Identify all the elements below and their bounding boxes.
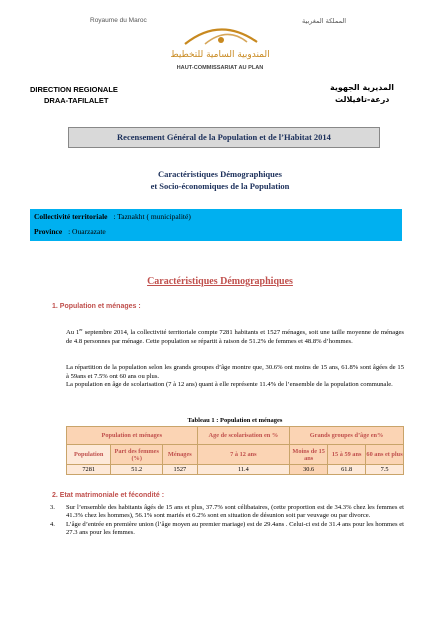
th-60-plus: 60 ans et plus bbox=[366, 445, 404, 465]
th-moins-15: Moins de 15 ans bbox=[290, 445, 328, 465]
hcp-emblem-icon bbox=[165, 20, 275, 50]
hcp-logo bbox=[165, 20, 275, 78]
table-cell: 11.4 bbox=[197, 465, 289, 475]
province-label: Province bbox=[34, 227, 63, 236]
th-population: Population bbox=[67, 445, 111, 465]
collectivity-label: Collectivité territoriale bbox=[34, 212, 108, 221]
list-item: 3. Sur l’ensemble des habitants âgés de 15 ans et plus, 37.7% sont célibataires, (cette proportion est de 34.3% chez les femmes et 41.3% chez les hommes), 56.1% sont mariés et 6.2% sont en situation de désunion soit par veuvage ou par divorce. bbox=[50, 504, 404, 520]
table-cell: 61.8 bbox=[328, 465, 366, 475]
section2-heading: 2. Etat matrimoniale et fécondité : bbox=[52, 492, 165, 499]
table1-caption: Tableau 1 : Population et ménages bbox=[187, 417, 283, 424]
section1-heading: 1. Population et ménages : bbox=[52, 303, 141, 310]
country-fr: Royaume du Maroc bbox=[90, 17, 147, 24]
direction-ar-line2: درعة-تافيلالت bbox=[335, 95, 390, 104]
direction-fr-line2: DRAA-TAFILALET bbox=[44, 96, 109, 105]
th-part-femmes: Part des femmes (%) bbox=[111, 445, 163, 465]
th-grands-groupes: Grands groupes d’âge en% bbox=[290, 427, 404, 445]
table-cell: 7.5 bbox=[366, 465, 404, 475]
direction-ar-line1: المديرية الجهوية bbox=[330, 83, 395, 92]
table-cell: 30.6 bbox=[290, 465, 328, 475]
table-cell: 51.2 bbox=[111, 465, 163, 475]
collectivity-value: : Taznakht ( municipalité) bbox=[113, 212, 191, 221]
logo-text-fr: HAUT-COMMISSARIAT AU PLAN bbox=[176, 65, 264, 71]
th-7-12-ans: 7 à 12 ans bbox=[197, 445, 289, 465]
th-15-59: 15 à 59 ans bbox=[328, 445, 366, 465]
province-value: : Ouarzazate bbox=[68, 227, 106, 236]
section1-paragraph1: Au 1er septembre 2014, la collectivité territoriale compte 7281 habitants et 1527 ménages, soit une taille moyenne de ménages de 4.8 personnes par ménage. Cette population se répartit à raison de 51.2% de femmes et 48.8% d’hommes. bbox=[66, 327, 404, 345]
section2-bullets bbox=[50, 504, 404, 538]
table-population-menages bbox=[66, 426, 404, 475]
table-cell: 1527 bbox=[163, 465, 198, 475]
section1-paragraph2: La répartition de la population selon les grands groupes d’âge montre que, 30.6% ont moins de 15 ans, 61.8% sont âgées de 15 à 59ans et 7.5% ont 60 ans ou plus. La population en âge de scolarisation (7 à 12 ans) quant à elle représente 11.4% de l’ensemble de la population communale. bbox=[66, 364, 404, 389]
subtitle-line2: et Socio-économiques de la Population bbox=[150, 181, 290, 191]
th-menages: Ménages bbox=[163, 445, 198, 465]
subtitle-line1: Caractéristiques Démographiques bbox=[158, 169, 282, 179]
th-population-menages: Population et ménages bbox=[67, 427, 198, 445]
table-cell: 7281 bbox=[67, 465, 111, 475]
section-title: Caractéristiques Démographiques bbox=[147, 276, 293, 287]
logo-text-ar: المندوبية السامية للتخطيط bbox=[170, 50, 270, 60]
collectivity-box bbox=[30, 209, 402, 241]
list-item: 4. L’âge d’entrée en première union (l’âge moyen au premier mariage) est de 29.4ans . Celui-ci est de 31.4 ans pour les hommes et 27.3 ans pour les femmes. bbox=[50, 520, 404, 537]
country-ar: المملكة المغربية bbox=[302, 17, 347, 25]
th-age-scolarisation: Age de scolarisation en % bbox=[197, 427, 289, 445]
report-title: Recensement Général de la Population et de l’Habitat 2014 bbox=[68, 127, 380, 148]
direction-fr-line1: DIRECTION REGIONALE bbox=[30, 85, 118, 94]
